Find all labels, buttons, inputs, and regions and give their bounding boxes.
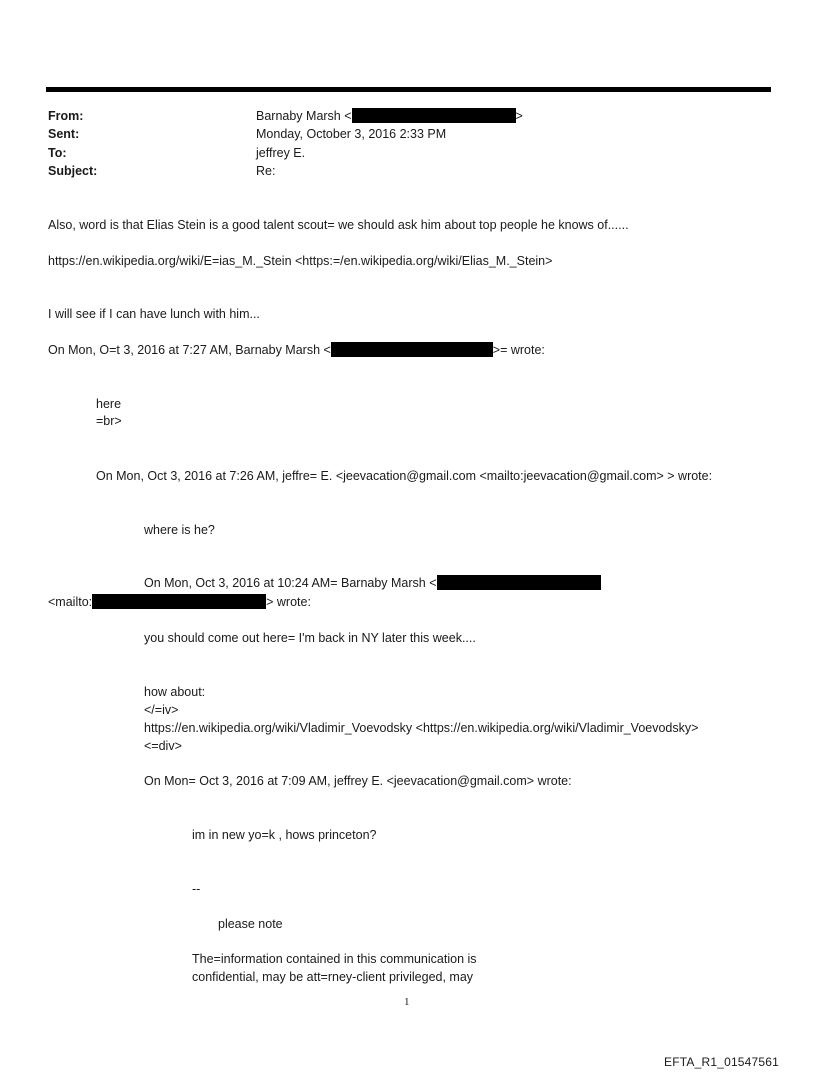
header-rule [46,87,771,92]
bates-number: EFTA_R1_01547561 [664,1055,780,1069]
redaction-block [92,594,266,609]
disclaimer-title: please note [218,917,283,931]
quote-header: On Mon= Oct 3, 2016 at 7:09 AM, jeffrey E. <jeevacation@gmail.com> wrote: [144,774,572,788]
quote-header-cont [48,594,311,610]
mailto-text: <mailto: [48,595,93,609]
from-close: > [515,109,523,123]
from-name: Barnaby Marsh < [256,109,352,123]
signature-separator: -- [192,882,201,896]
quote-line: =br> [96,414,122,428]
quote-line: how about: [144,685,206,699]
from-label: From: [48,109,84,123]
quote-header: On Mon, Oct 3, 2016 at 7:26 AM, jeffre= E. <jeevacation@gmail.com <mailto:jeevacation@gmail.com> > wrote: [96,469,713,483]
quote-link-line: https://en.wikipedia.org/wiki/Vladimir_Voevodsky <https://en.wikipedia.org/wiki/Vladimir_Voevodsky> [144,721,699,735]
quote-header [48,342,545,358]
body-link-line: https://en.wikipedia.org/wiki/E=ias_M._Stein <https:=/en.wikipedia.org/wiki/Elias_M._Stein> [48,254,553,268]
subject-value: Re: [256,164,276,178]
quote-header-end: > wrote: [266,595,311,609]
quote-line: im in new yo=k , hows princeton? [192,828,377,842]
sent-value: Monday, October 3, 2016 2:33 PM [256,127,447,141]
quote-line: here [96,397,122,411]
redaction-block [437,575,601,590]
quote-line: you should come out here= I'm back in NY later this week.... [144,631,476,645]
quote-header-text: On Mon, O=t 3, 2016 at 7:27 AM, Barnaby Marsh < [48,343,331,357]
disclaimer-line: confidential, may be att=rney-client privileged, may [192,970,474,984]
quote-line: </=iv> [144,703,179,717]
quote-line: where is he? [144,523,215,537]
disclaimer-line: The=information contained in this communication is [192,952,477,966]
quote-header-end: >= wrote: [492,343,545,357]
subject-label: Subject: [48,164,98,178]
sent-label: Sent: [48,127,80,141]
body-line: I will see if I can have lunch with him... [48,307,260,321]
redaction-block [331,342,493,357]
page-number: 1 [404,996,410,1008]
quote-line: <=div> [144,739,182,753]
from-value [256,108,523,124]
body-line: Also, word is that Elias Stein is a good talent scout= we should ask him about top people he knows of...... [48,218,629,232]
to-value: jeffrey E. [256,146,306,160]
quote-header [144,575,601,591]
to-label: To: [48,146,67,160]
redaction-block [352,108,516,123]
quote-header-text: On Mon, Oct 3, 2016 at 10:24 AM= Barnaby Marsh < [144,576,437,590]
